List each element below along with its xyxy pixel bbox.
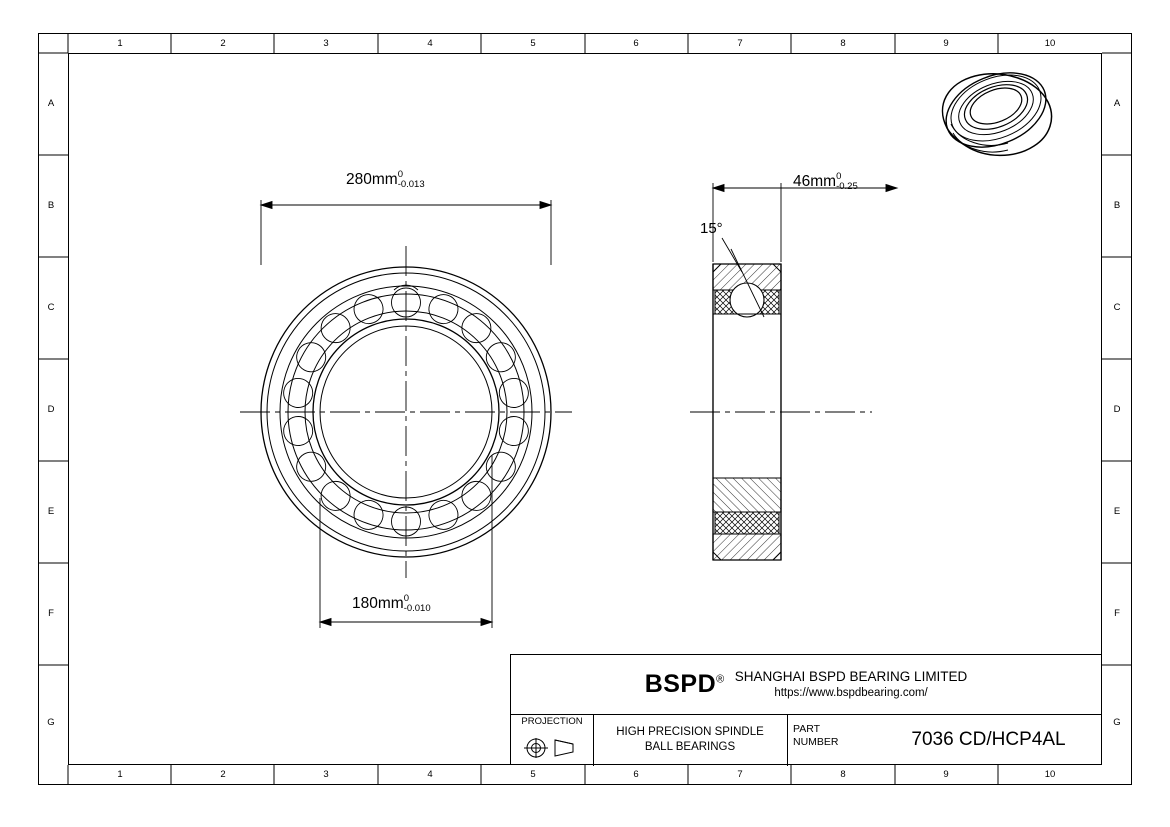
zone-label-left-e: E: [47, 506, 55, 517]
zone-label-top-3: 3: [323, 38, 329, 49]
company-name: SHANGHAI BSPD BEARING LIMITED: [734, 668, 968, 684]
zone-label-bottom-5: 5: [530, 769, 536, 780]
dimension-inner-diameter-tol-lower: -0.010: [403, 603, 431, 614]
zone-label-right-g: G: [1113, 717, 1121, 728]
part-number-label: [793, 723, 839, 749]
zone-label-right-f: F: [1114, 608, 1120, 619]
zone-label-right-a: A: [1113, 98, 1121, 109]
zone-label-right-c: C: [1113, 302, 1121, 313]
company-url: https://www.bspdbearing.com/: [774, 686, 928, 699]
dimension-outer-diameter-value: 280mm: [346, 171, 398, 189]
zone-label-left-g: G: [47, 717, 55, 728]
dimension-inner-diameter-value: 180mm: [352, 595, 404, 613]
part-number-value: 7036 CD/HCP4AL: [911, 729, 1066, 750]
brand-row: [511, 655, 1101, 714]
title-block-divider-vertical-2: [787, 714, 788, 766]
front-view-centerlines: [240, 246, 572, 578]
dimension-width-value: 46mm: [793, 173, 837, 191]
dimension-width-tol-upper: 0: [836, 171, 842, 182]
dimension-width-text: [793, 172, 858, 192]
product-description: [593, 714, 787, 766]
zone-label-left-a: A: [47, 98, 55, 109]
zone-label-left-b: B: [47, 200, 55, 211]
dimension-width-lines: [713, 183, 897, 262]
product-description-line-1: HIGH PRECISION SPINDLE: [616, 726, 764, 738]
zone-label-top-9: 9: [943, 38, 949, 49]
dimension-outer-diameter-tol-lower: -0.013: [397, 179, 425, 190]
dimension-inner-diameter-text: [352, 594, 431, 614]
isometric-bearing-pictorial: [935, 59, 1057, 161]
contact-angle-label: 15°: [700, 220, 723, 237]
zone-label-bottom-1: 1: [117, 769, 123, 780]
zone-label-top-5: 5: [530, 38, 536, 49]
dimension-inner-diameter-tol-upper: 0: [403, 593, 409, 604]
zone-label-bottom-3: 3: [323, 769, 329, 780]
zone-label-left-f: F: [48, 608, 54, 619]
zone-label-right-d: D: [1113, 404, 1121, 415]
zone-label-top-7: 7: [737, 38, 743, 49]
dimension-outer-diameter-text: [346, 170, 425, 190]
zone-label-top-1: 1: [117, 38, 123, 49]
dimension-width-tol-lower: -0.25: [836, 181, 858, 192]
zone-label-left-c: C: [47, 302, 55, 313]
registered-trademark-icon: ®: [716, 673, 725, 686]
product-description-line-2: BALL BEARINGS: [644, 741, 736, 753]
projection-label: PROJECTION: [521, 716, 583, 727]
zone-label-left-d: D: [47, 404, 55, 415]
zone-label-bottom-2: 2: [220, 769, 226, 780]
company-logo-text: BSPD: [644, 670, 717, 698]
zone-label-bottom-8: 8: [840, 769, 846, 780]
zone-label-right-e: E: [1113, 506, 1121, 517]
zone-label-top-8: 8: [840, 38, 846, 49]
zone-label-bottom-10: 10: [1044, 769, 1056, 780]
zone-label-bottom-7: 7: [737, 769, 743, 780]
zone-label-top-6: 6: [633, 38, 639, 49]
company-logo: [645, 670, 725, 699]
zone-label-bottom-6: 6: [633, 769, 639, 780]
zone-label-top-4: 4: [427, 38, 433, 49]
dimension-outer-diameter-tol-upper: 0: [397, 169, 403, 180]
company-info: [735, 669, 968, 701]
part-number-label-line-1: PART: [793, 723, 821, 735]
zone-label-bottom-4: 4: [427, 769, 433, 780]
part-number-label-line-2: NUMBER: [793, 736, 839, 748]
first-angle-projection-symbol: [511, 733, 593, 763]
zone-label-top-2: 2: [220, 38, 226, 49]
zone-label-top-10: 10: [1044, 38, 1056, 49]
title-block: [510, 654, 1102, 765]
zone-label-right-b: B: [1113, 200, 1121, 211]
zone-label-bottom-9: 9: [943, 769, 949, 780]
